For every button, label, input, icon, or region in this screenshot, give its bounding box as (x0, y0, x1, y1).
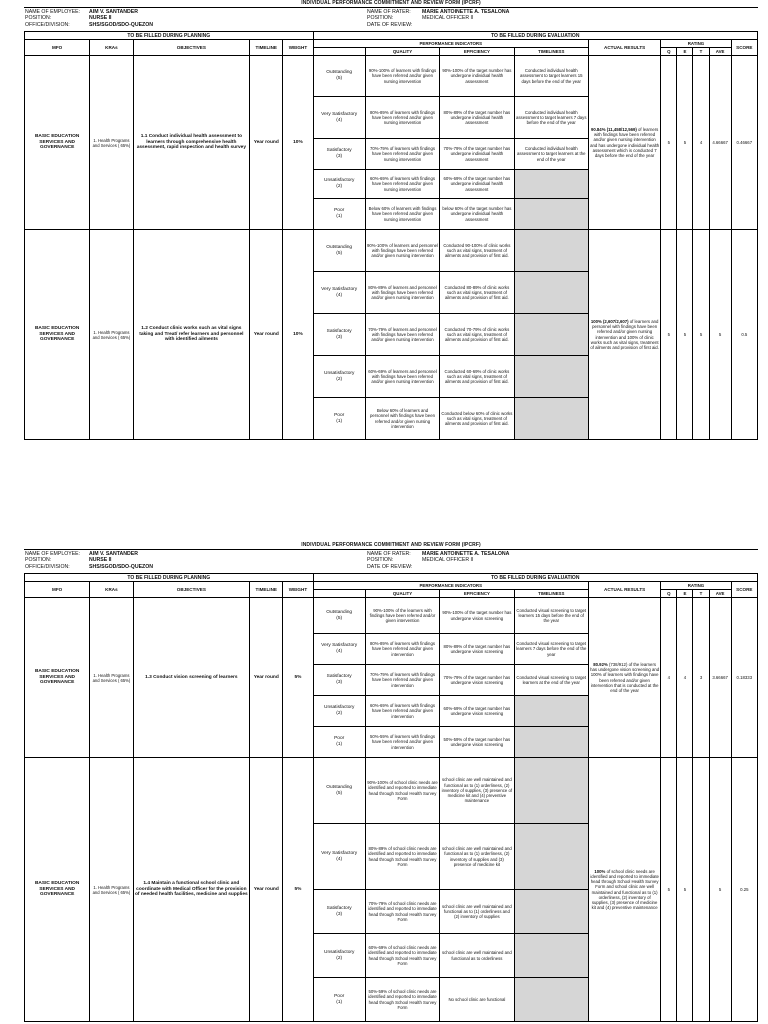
quality-indicator: 90%-100% of learners with findings have been referred and/or given nursing intervention (365, 56, 439, 97)
actual-results-text: of learners with findings have been referred and/or given nursing intervention and has undergone individual health assessment which is conducted 7 days before the end of the year (590, 127, 660, 158)
rater-position: MEDICAL OFFICER II (422, 15, 474, 22)
rating-e-header: E (677, 590, 693, 598)
weight-column-header: WEIGHT (283, 40, 313, 56)
rating-level-name: Very Satisfactory (321, 850, 358, 856)
rating-level-name: Outstanding (326, 70, 353, 75)
timeliness-indicator: Conducted individual health assessment to target learners 7 days before the end of the year (514, 97, 588, 139)
efficiency-indicator: below 60% of the target number has undergone individual health assessment (440, 199, 514, 230)
mfo-cell: BASIC EDUCATION SERVICES AND GOVERNANCE (25, 598, 90, 758)
rating-level-name: Very Satisfactory (321, 643, 358, 648)
rating-level-label (313, 272, 365, 314)
timeliness-indicator: Conducted visual screening to target learners 7 days before the end of the year (514, 634, 588, 665)
rater-name: MARIE ANTOINETTE A. TESALONA (422, 551, 510, 557)
objective-cell: 1.1 Conduct individual health assessment to learners through comprehensive health assessment, rapid inspection and health survey (133, 56, 250, 230)
ipcrf-table (24, 573, 758, 1022)
rating-column-header: RATING (661, 582, 731, 590)
actual-results-text: of learners and personnel with findings have been referred and/or given nursing intervention and 100% of clinic works such as vital signs, treatment of ailments and provision of first aid. (590, 319, 659, 350)
rating-level-number: (5) (336, 790, 343, 796)
weight-cell: 10% (283, 56, 313, 230)
timeliness-column-header: TIMELINESS (514, 48, 588, 56)
office-label: OFFICE/DIVISION: (25, 21, 70, 28)
rating-q-value: 5 (661, 56, 677, 230)
timeliness-indicator (514, 824, 588, 890)
objective-cell: 1.2 Conduct clinic works such as vital signs taking and Treat/ refer learners and personnel with identified ailments (133, 230, 250, 440)
kra-cell: 1. Health Programs and Services ( 65%) (90, 56, 133, 230)
quality-indicator: 90%-100% of the learners with findings have been referred and/or given intervention (365, 598, 439, 634)
rating-level-number: (3) (336, 680, 343, 685)
rating-q-value: 5 (661, 758, 677, 1022)
rating-ave-value: 5 (709, 230, 731, 440)
timeline-cell: Year round (250, 598, 283, 758)
rating-level-label (313, 978, 365, 1022)
employee-header (24, 7, 758, 31)
employee-position: NURSE II (89, 15, 112, 22)
rating-level-number: (1) (336, 418, 343, 424)
efficiency-indicator: 60%-69% of the target number has undergone individual health assessment (440, 170, 514, 199)
actual-results-figure: 100% (594, 869, 606, 875)
rater-name-label: NAME OF RATER: (367, 551, 411, 557)
quality-indicator: 50%-59% of learners with findings have been referred and/or given intervention (365, 727, 439, 758)
planning-section-header: TO BE FILLED DURING PLANNING (25, 574, 314, 582)
efficiency-indicator: 60%-69% of the target number has undergone vision screening (440, 696, 514, 727)
form-title: INDIVIDUAL PERFORMANCE COMMITMENT AND REVIEW FORM (IPCRF) (301, 0, 481, 6)
quality-column-header: QUALITY (365, 48, 439, 56)
indicator-row (25, 56, 758, 97)
actual-results-figure: 100% (2,607/2,607) (590, 319, 629, 325)
mfo-cell: BASIC EDUCATION SERVICES AND GOVERNANCE (25, 758, 90, 1022)
rating-level-number: (1) (336, 214, 343, 219)
kra-cell: 1. Health Programs and Services ( 65%) (90, 758, 133, 1022)
score-value: 0.25 (731, 758, 757, 1022)
rating-level-label (313, 634, 365, 665)
efficiency-indicator: 90%-100% of the target number has undergone individual health assessment (440, 56, 514, 97)
rating-level-number: (2) (336, 376, 343, 382)
rating-level-number: (2) (336, 711, 343, 716)
rater-position-label: POSITION: (367, 15, 394, 22)
efficiency-indicator: Conducted 90-100% of clinic works such as vital signs, treatment of ailments and provision of first aid. (440, 230, 514, 272)
efficiency-indicator: school clinic are well maintained and functional as to (1) orderliness and (2) inventory of supplies (440, 890, 514, 934)
actual-results-text: (738/912) of the learners has undergone vision screening and 100% of learners with findings have been referred and/or given intervention that is conducted at the end of the year (590, 662, 660, 693)
actual-results-column-header: ACTUAL RESULTS (588, 40, 660, 56)
rating-ave-header: AVE (709, 590, 731, 598)
rating-level-label (313, 665, 365, 696)
efficiency-indicator: 50%-59% of the target number has undergone vision screening (440, 727, 514, 758)
rating-level-number: (3) (336, 911, 343, 917)
rating-level-number: (4) (336, 856, 343, 862)
weight-cell: 5% (283, 598, 313, 758)
timeline-cell: Year round (250, 56, 283, 230)
timeliness-indicator: Conducted individual health assessment to target learners 15 days before the end of the year (514, 56, 588, 97)
rating-level-label (313, 727, 365, 758)
rating-level-name: Poor (334, 736, 345, 741)
mfo-column-header: MFO (25, 40, 90, 56)
efficiency-indicator: 70%-79% of the target number has undergone vision screening (440, 665, 514, 696)
quality-indicator: 70%-79% of learners with findings have been referred and/or given intervention (365, 665, 439, 696)
rater-position-label: POSITION: (367, 557, 394, 564)
timeliness-indicator (514, 934, 588, 978)
timeliness-indicator (514, 272, 588, 314)
kra-cell: 1. Health Programs and Services ( 65%) (90, 230, 133, 440)
quality-indicator: 80%-89% of school clinic needs are identified and reported to immediate head through School Health Survey Form (365, 824, 439, 890)
quality-indicator: 80%-89% of learners with findings have been referred and/or given intervention (365, 634, 439, 665)
weight-cell: 5% (283, 758, 313, 1022)
review-date-label: DATE OF REVIEW: (367, 21, 413, 28)
timeliness-indicator (514, 230, 588, 272)
rating-level-number: (2) (336, 184, 343, 189)
weight-column-header: WEIGHT (283, 582, 313, 598)
rating-q-header: Q (661, 590, 677, 598)
indicator-row (25, 758, 758, 824)
rating-level-label (313, 934, 365, 978)
office-division: SHS/SGOD/SDO-QUEZON (89, 21, 153, 28)
ipcrf-page-1 (24, 0, 758, 440)
score-column-header: SCORE (731, 582, 757, 598)
actual-results-figure: 90.84% (11,458/12,569) (590, 127, 637, 133)
score-column-header: SCORE (731, 40, 757, 56)
efficiency-column-header: EFFICIENCY (440, 48, 514, 56)
employee-position-label: POSITION: (25, 15, 52, 22)
rating-level-name: Very Satisfactory (321, 286, 358, 292)
evaluation-section-header: TO BE FILLED DURING EVALUATION (313, 32, 757, 40)
score-value: 0.5 (731, 230, 757, 440)
rating-level-name: Poor (334, 208, 345, 213)
efficiency-indicator: school clinic are well maintained and functional as to (1) orderliness, (2) inventory of supplies and (3) presence of medicine kit (440, 824, 514, 890)
quality-indicator: 70%-79% of learners with findings have been referred and/or given nursing intervention (365, 139, 439, 170)
form-title: INDIVIDUAL PERFORMANCE COMMITMENT AND REVIEW FORM (IPCRF) (301, 542, 481, 548)
employee-position-label: POSITION: (25, 557, 52, 564)
rating-e-header: E (677, 48, 693, 56)
quality-indicator: 50%-59% of school clinic needs are identified and reported to immediate head through School Health Survey Form (365, 978, 439, 1022)
rating-level-name: Outstanding (326, 609, 353, 615)
efficiency-indicator: school clinic are well maintained and functional as to (1) orderliness, (2) inventory of supplies, (3) presence of medicine kit and (4) preventive maintenance (440, 758, 514, 824)
kras-column-header: KRAs (90, 582, 133, 598)
employee-header (24, 549, 758, 573)
actual-results-cell (588, 598, 660, 758)
efficiency-indicator: Conducted 70-79% of clinic works such as vital signs, treatment of ailments and provision of first aid. (440, 314, 514, 356)
rating-level-name: Outstanding (326, 784, 353, 790)
rating-t-value: 4 (693, 56, 709, 230)
indicator-row (25, 230, 758, 272)
ipcrf-page-2 (24, 542, 758, 1022)
timeliness-indicator: Conducted visual screening to target learners at the end of the year (514, 665, 588, 696)
rating-t-value: 3 (693, 598, 709, 758)
weight-cell: 10% (283, 230, 313, 440)
rating-level-label (313, 758, 365, 824)
rating-level-label (313, 890, 365, 934)
rating-level-number: (1) (336, 999, 343, 1005)
timeliness-indicator (514, 170, 588, 199)
rating-level-number: (5) (336, 76, 343, 81)
timeliness-indicator (514, 758, 588, 824)
rating-level-label (313, 199, 365, 230)
timeliness-indicator (514, 890, 588, 934)
timeliness-indicator (514, 727, 588, 758)
employee-position: NURSE II (89, 557, 112, 564)
actual-results-column-header: ACTUAL RESULTS (588, 582, 660, 598)
rating-level-label (313, 97, 365, 139)
rating-level-label (313, 598, 365, 634)
timeliness-indicator: Conducted visual screening to target learners 15 days before the end of the year (514, 598, 588, 634)
score-value: 0.46667 (731, 56, 757, 230)
quality-indicator: 70%-79% of school clinic needs are identified and reported to immediate head through School Health Survey Form (365, 890, 439, 934)
efficiency-indicator: 80%-89% of the target number has undergone individual health assessment (440, 97, 514, 139)
efficiency-indicator: No school clinic are functional (440, 978, 514, 1022)
quality-indicator: 60%-69% of learners and personnel with findings have been referred and/or given nursing intervention (365, 356, 439, 398)
rating-e-value: 5 (677, 758, 693, 1022)
quality-indicator: 60%-69% of learners with findings have been referred and/or given nursing intervention (365, 170, 439, 199)
rating-level-label (313, 170, 365, 199)
timeliness-indicator (514, 199, 588, 230)
timeline-cell: Year round (250, 230, 283, 440)
quality-indicator: 80%-89% of learners and personnel with findings have been referred and/or given nursing intervention (365, 272, 439, 314)
rating-level-number: (4) (336, 117, 343, 123)
rating-q-value: 4 (661, 598, 677, 758)
timeliness-indicator (514, 356, 588, 398)
actual-results-figure: 80.92% (593, 662, 608, 668)
rating-level-name: Very Satisfactory (321, 111, 358, 117)
efficiency-indicator: school clinic are well maintained and functional as to orderliness (440, 934, 514, 978)
rating-level-label (313, 824, 365, 890)
quality-indicator: 60%-69% of learners with findings have been referred and/or given intervention (365, 696, 439, 727)
timeline-column-header: TIMELINE (250, 40, 283, 56)
timeliness-indicator (514, 696, 588, 727)
kras-column-header: KRAs (90, 40, 133, 56)
rating-e-value: 5 (677, 56, 693, 230)
actual-results-cell (588, 758, 660, 1022)
rating-ave-value: 4.66667 (709, 56, 731, 230)
objective-cell: 1.4 Maintain a functional school clinic and coordinate with Medical Officer for the provision of needed health facilities, medicine and supplies (133, 758, 250, 1022)
rating-level-number: (4) (336, 649, 343, 654)
rating-level-label (313, 696, 365, 727)
efficiency-indicator: 80%-89% of the target number has undergone vision screening (440, 634, 514, 665)
rating-level-name: Poor (334, 412, 345, 418)
timeliness-indicator (514, 314, 588, 356)
rating-level-number: (2) (336, 955, 343, 961)
objectives-column-header: OBJECTIVES (133, 40, 250, 56)
timeline-cell: Year round (250, 758, 283, 1022)
actual-results-cell (588, 230, 660, 440)
planning-section-header: TO BE FILLED DURING PLANNING (25, 32, 314, 40)
efficiency-indicator: Conducted below 60% of clinic works such as vital signs, treatment of ailments and provision of first aid. (440, 398, 514, 440)
timeliness-column-header: TIMELINESS (514, 590, 588, 598)
mfo-cell: BASIC EDUCATION SERVICES AND GOVERNANCE (25, 56, 90, 230)
actual-results-cell (588, 56, 660, 230)
rating-level-label (313, 398, 365, 440)
rating-e-value: 5 (677, 230, 693, 440)
mfo-column-header: MFO (25, 582, 90, 598)
rating-e-value: 4 (677, 598, 693, 758)
rating-level-label (313, 356, 365, 398)
rating-level-number: (3) (336, 154, 343, 159)
rating-level-name: Unsatisfactory (323, 178, 355, 183)
timeliness-indicator (514, 398, 588, 440)
efficiency-indicator: 90%-100% of the target number has undergone vision screening (440, 598, 514, 634)
office-label: OFFICE/DIVISION: (25, 563, 70, 570)
kra-cell: 1. Health Programs and Services ( 65%) (90, 598, 133, 758)
employee-name-label: NAME OF EMPLOYEE: (25, 551, 81, 557)
rating-level-number: (5) (336, 250, 343, 256)
rating-t-header: T (693, 48, 709, 56)
rating-t-value: 5 (693, 230, 709, 440)
employee-name: AIM V. SANTANDER (89, 551, 138, 557)
timeliness-indicator (514, 978, 588, 1022)
rating-ave-header: AVE (709, 48, 731, 56)
rating-level-label (313, 139, 365, 170)
performance-indicators-header: PERFORMANCE INDICATORS (313, 582, 588, 590)
rating-level-name: Satisfactory (326, 148, 352, 153)
ipcrf-table (24, 31, 758, 440)
rating-q-value: 5 (661, 230, 677, 440)
efficiency-indicator: Conducted 60-69% of clinic works such as vital signs, treatment of ailments and provision of first aid. (440, 356, 514, 398)
rating-level-name: Unsatisfactory (323, 705, 355, 710)
rating-level-name: Unsatisfactory (323, 949, 355, 955)
rating-level-label (313, 56, 365, 97)
rater-name: MARIE ANTOINETTE A. TESALONA (422, 9, 510, 15)
office-division: SHS/SGOD/SDO-QUEZON (89, 563, 153, 570)
mfo-cell: BASIC EDUCATION SERVICES AND GOVERNANCE (25, 230, 90, 440)
rating-level-name: Satisfactory (326, 328, 352, 334)
review-date-label: DATE OF REVIEW: (367, 563, 413, 570)
employee-name-label: NAME OF EMPLOYEE: (25, 9, 81, 15)
rating-ave-value: 3.66667 (709, 598, 731, 758)
rating-ave-value: 5 (709, 758, 731, 1022)
evaluation-section-header: TO BE FILLED DURING EVALUATION (313, 574, 757, 582)
quality-indicator: 60%-69% of school clinic needs are identified and reported to immediate head through School Health Survey Form (365, 934, 439, 978)
rating-level-name: Poor (334, 993, 345, 999)
rating-level-label (313, 230, 365, 272)
rater-position: MEDICAL OFFICER II (422, 557, 474, 564)
rating-level-label (313, 314, 365, 356)
indicator-row (25, 598, 758, 634)
quality-indicator: 90%-100% of learners and personnel with findings have been referred and/or given nursing intervention (365, 230, 439, 272)
rater-name-label: NAME OF RATER: (367, 9, 411, 15)
objective-cell: 1.3 Conduct vision screening of learners (133, 598, 250, 758)
timeliness-indicator: Conducted individual health assessment to target learners at the end of the year (514, 139, 588, 170)
rating-t-value (693, 758, 709, 1022)
rating-q-header: Q (661, 48, 677, 56)
timeline-column-header: TIMELINE (250, 582, 283, 598)
efficiency-indicator: 70%-79% of the target number has undergone individual health assessment (440, 139, 514, 170)
rating-level-number: (4) (336, 292, 343, 298)
rating-level-number: (1) (336, 742, 343, 747)
performance-indicators-header: PERFORMANCE INDICATORS (313, 40, 588, 48)
quality-indicator: 70%-79% of learners and personnel with findings have been referred and/or given nursing intervention (365, 314, 439, 356)
objectives-column-header: OBJECTIVES (133, 582, 250, 598)
efficiency-indicator: Conducted 80-89% of clinic works such as vital signs, treatment of ailments and provision of first aid. (440, 272, 514, 314)
rating-level-number: (5) (336, 615, 343, 621)
rating-level-name: Unsatisfactory (323, 370, 355, 376)
actual-results-text: of school clinic needs are identified and reported to immediate head through School Health Survey Form and school clinic are well maintained and functional as to (1) orderliness, (2) inventory of supplies, (3) presence of medicine kit and (4) preventive maintenance (590, 869, 659, 910)
quality-indicator: Below 60% of learners with findings have been referred and/or given nursing intervention (365, 199, 439, 230)
rating-t-header: T (693, 590, 709, 598)
rating-level-name: Satisfactory (326, 674, 352, 679)
quality-column-header: QUALITY (365, 590, 439, 598)
quality-indicator: 90%-100% of school clinic needs are identified and reported to immediate head through School Health Survey Form (365, 758, 439, 824)
efficiency-column-header: EFFICIENCY (440, 590, 514, 598)
rating-column-header: RATING (661, 40, 731, 48)
quality-indicator: 80%-89% of learners with findings have been referred and/or given nursing intervention (365, 97, 439, 139)
employee-name: AIM V. SANTANDER (89, 9, 138, 15)
quality-indicator: Below 60% of learners and personnel with findings have been referred and/or given nursing intervention (365, 398, 439, 440)
rating-level-number: (3) (336, 334, 343, 340)
rating-level-name: Satisfactory (326, 905, 352, 911)
rating-level-name: Outstanding (326, 244, 353, 250)
score-value: 0.18333 (731, 598, 757, 758)
